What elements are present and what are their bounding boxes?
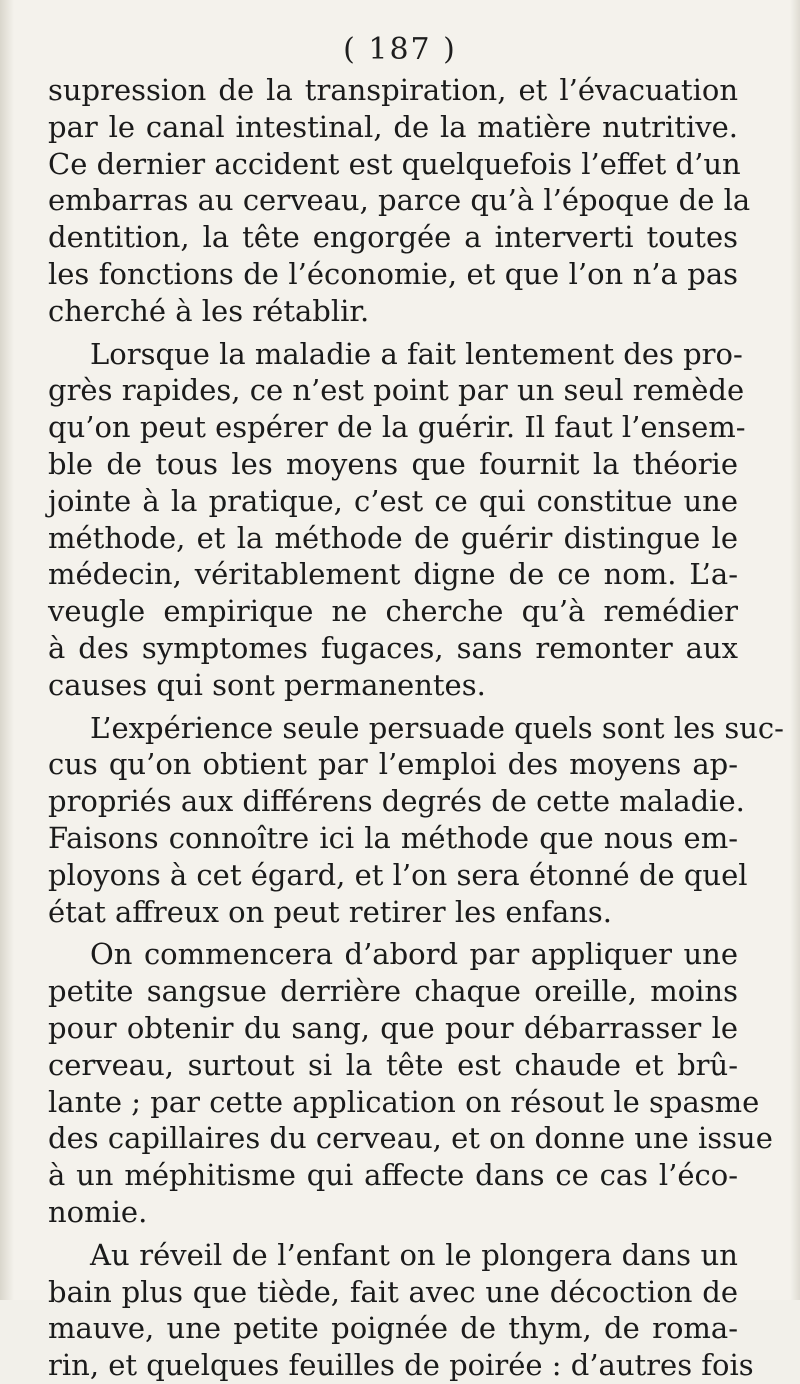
page-edge-shadow-right bbox=[790, 0, 800, 1300]
page-number: ( 187 ) bbox=[343, 32, 457, 67]
text-line: Au réveil de l’enfant on le plongera dans un bbox=[90, 1237, 738, 1272]
text-line: embarras au cerveau, parce qu’à l’époque de la bbox=[48, 183, 751, 218]
text-line: Faisons connoître ici la méthode que nous em- bbox=[48, 820, 738, 855]
paragraph-5 bbox=[48, 1237, 754, 1384]
text-line: bain plus que tiède, fait avec une décoction de bbox=[48, 1274, 738, 1309]
text-line: pour obtenir du sang, que pour débarrasser le bbox=[48, 1010, 738, 1045]
text-line: ble de tous les moyens que fournit la théorie bbox=[48, 446, 738, 481]
text-line: propriés aux différens degrés de cette maladie. bbox=[48, 784, 745, 819]
text-line: mauve, une petite poignée de thym, de roma- bbox=[48, 1311, 738, 1346]
text-line: médecin, véritablement digne de ce nom. L’a- bbox=[48, 557, 738, 592]
text-line: Lorsque la maladie a fait lentement des pro- bbox=[90, 336, 743, 371]
paragraph-1 bbox=[48, 72, 751, 330]
text-line: petite sangsue derrière chaque oreille, moins bbox=[48, 974, 738, 1009]
text-line: jointe à la pratique, c’est ce qui constitue une bbox=[48, 483, 738, 518]
text-line: qu’on peut espérer de la guérir. Il faut l’ensem- bbox=[48, 410, 746, 445]
text-line: On commencera d’abord par appliquer une bbox=[90, 937, 738, 972]
text-line: causes qui sont permanentes. bbox=[48, 667, 486, 702]
page-edge-shadow-left bbox=[0, 0, 14, 1300]
text-line: lante ; par cette application on résout le spasme bbox=[48, 1084, 760, 1119]
text-line: cus qu’on obtient par l’emploi des moyens ap- bbox=[48, 747, 738, 782]
paragraph-4 bbox=[48, 936, 773, 1230]
text-line: méthode, et la méthode de guérir distingue le bbox=[48, 520, 738, 555]
text-line: par le canal intestinal, de la matière nutritive. bbox=[48, 109, 738, 144]
body-text bbox=[48, 72, 784, 1384]
text-line: cerveau, surtout si la tête est chaude et brû- bbox=[48, 1047, 738, 1082]
text-line: dentition, la tête engorgée a interverti toutes bbox=[48, 220, 738, 255]
text-line: à des symptomes fugaces, sans remonter aux bbox=[48, 630, 738, 665]
text-line: supression de la transpiration, et l’évacuation bbox=[48, 73, 738, 107]
text-line: nomie. bbox=[48, 1194, 148, 1229]
text-line: Ce dernier accident est quelquefois l’effet d’un bbox=[48, 146, 741, 181]
text-line: grès rapides, ce n’est point par un seul remède bbox=[48, 373, 745, 408]
paragraph-3 bbox=[48, 710, 784, 931]
text-line: veugle empirique ne cherche qu’à remédier bbox=[48, 594, 738, 629]
text-line: cherché à les rétablir. bbox=[48, 293, 370, 328]
text-line: les fonctions de l’économie, et que l’on n’a pas bbox=[48, 256, 738, 291]
text-line: rin, et quelques feuilles de poirée : d’autres fois bbox=[48, 1348, 754, 1383]
text-line: état affreux on peut retirer les enfans. bbox=[48, 894, 613, 929]
paragraph-2 bbox=[48, 336, 746, 704]
text-line: à un méphitisme qui affecte dans ce cas l’éco- bbox=[48, 1158, 738, 1193]
text-line: L’expérience seule persuade quels sont les suc- bbox=[90, 710, 784, 745]
text-line: ployons à cet égard, et l’on sera étonné de quel bbox=[48, 857, 748, 892]
text-line: des capillaires du cerveau, et on donne une issue bbox=[48, 1121, 773, 1156]
